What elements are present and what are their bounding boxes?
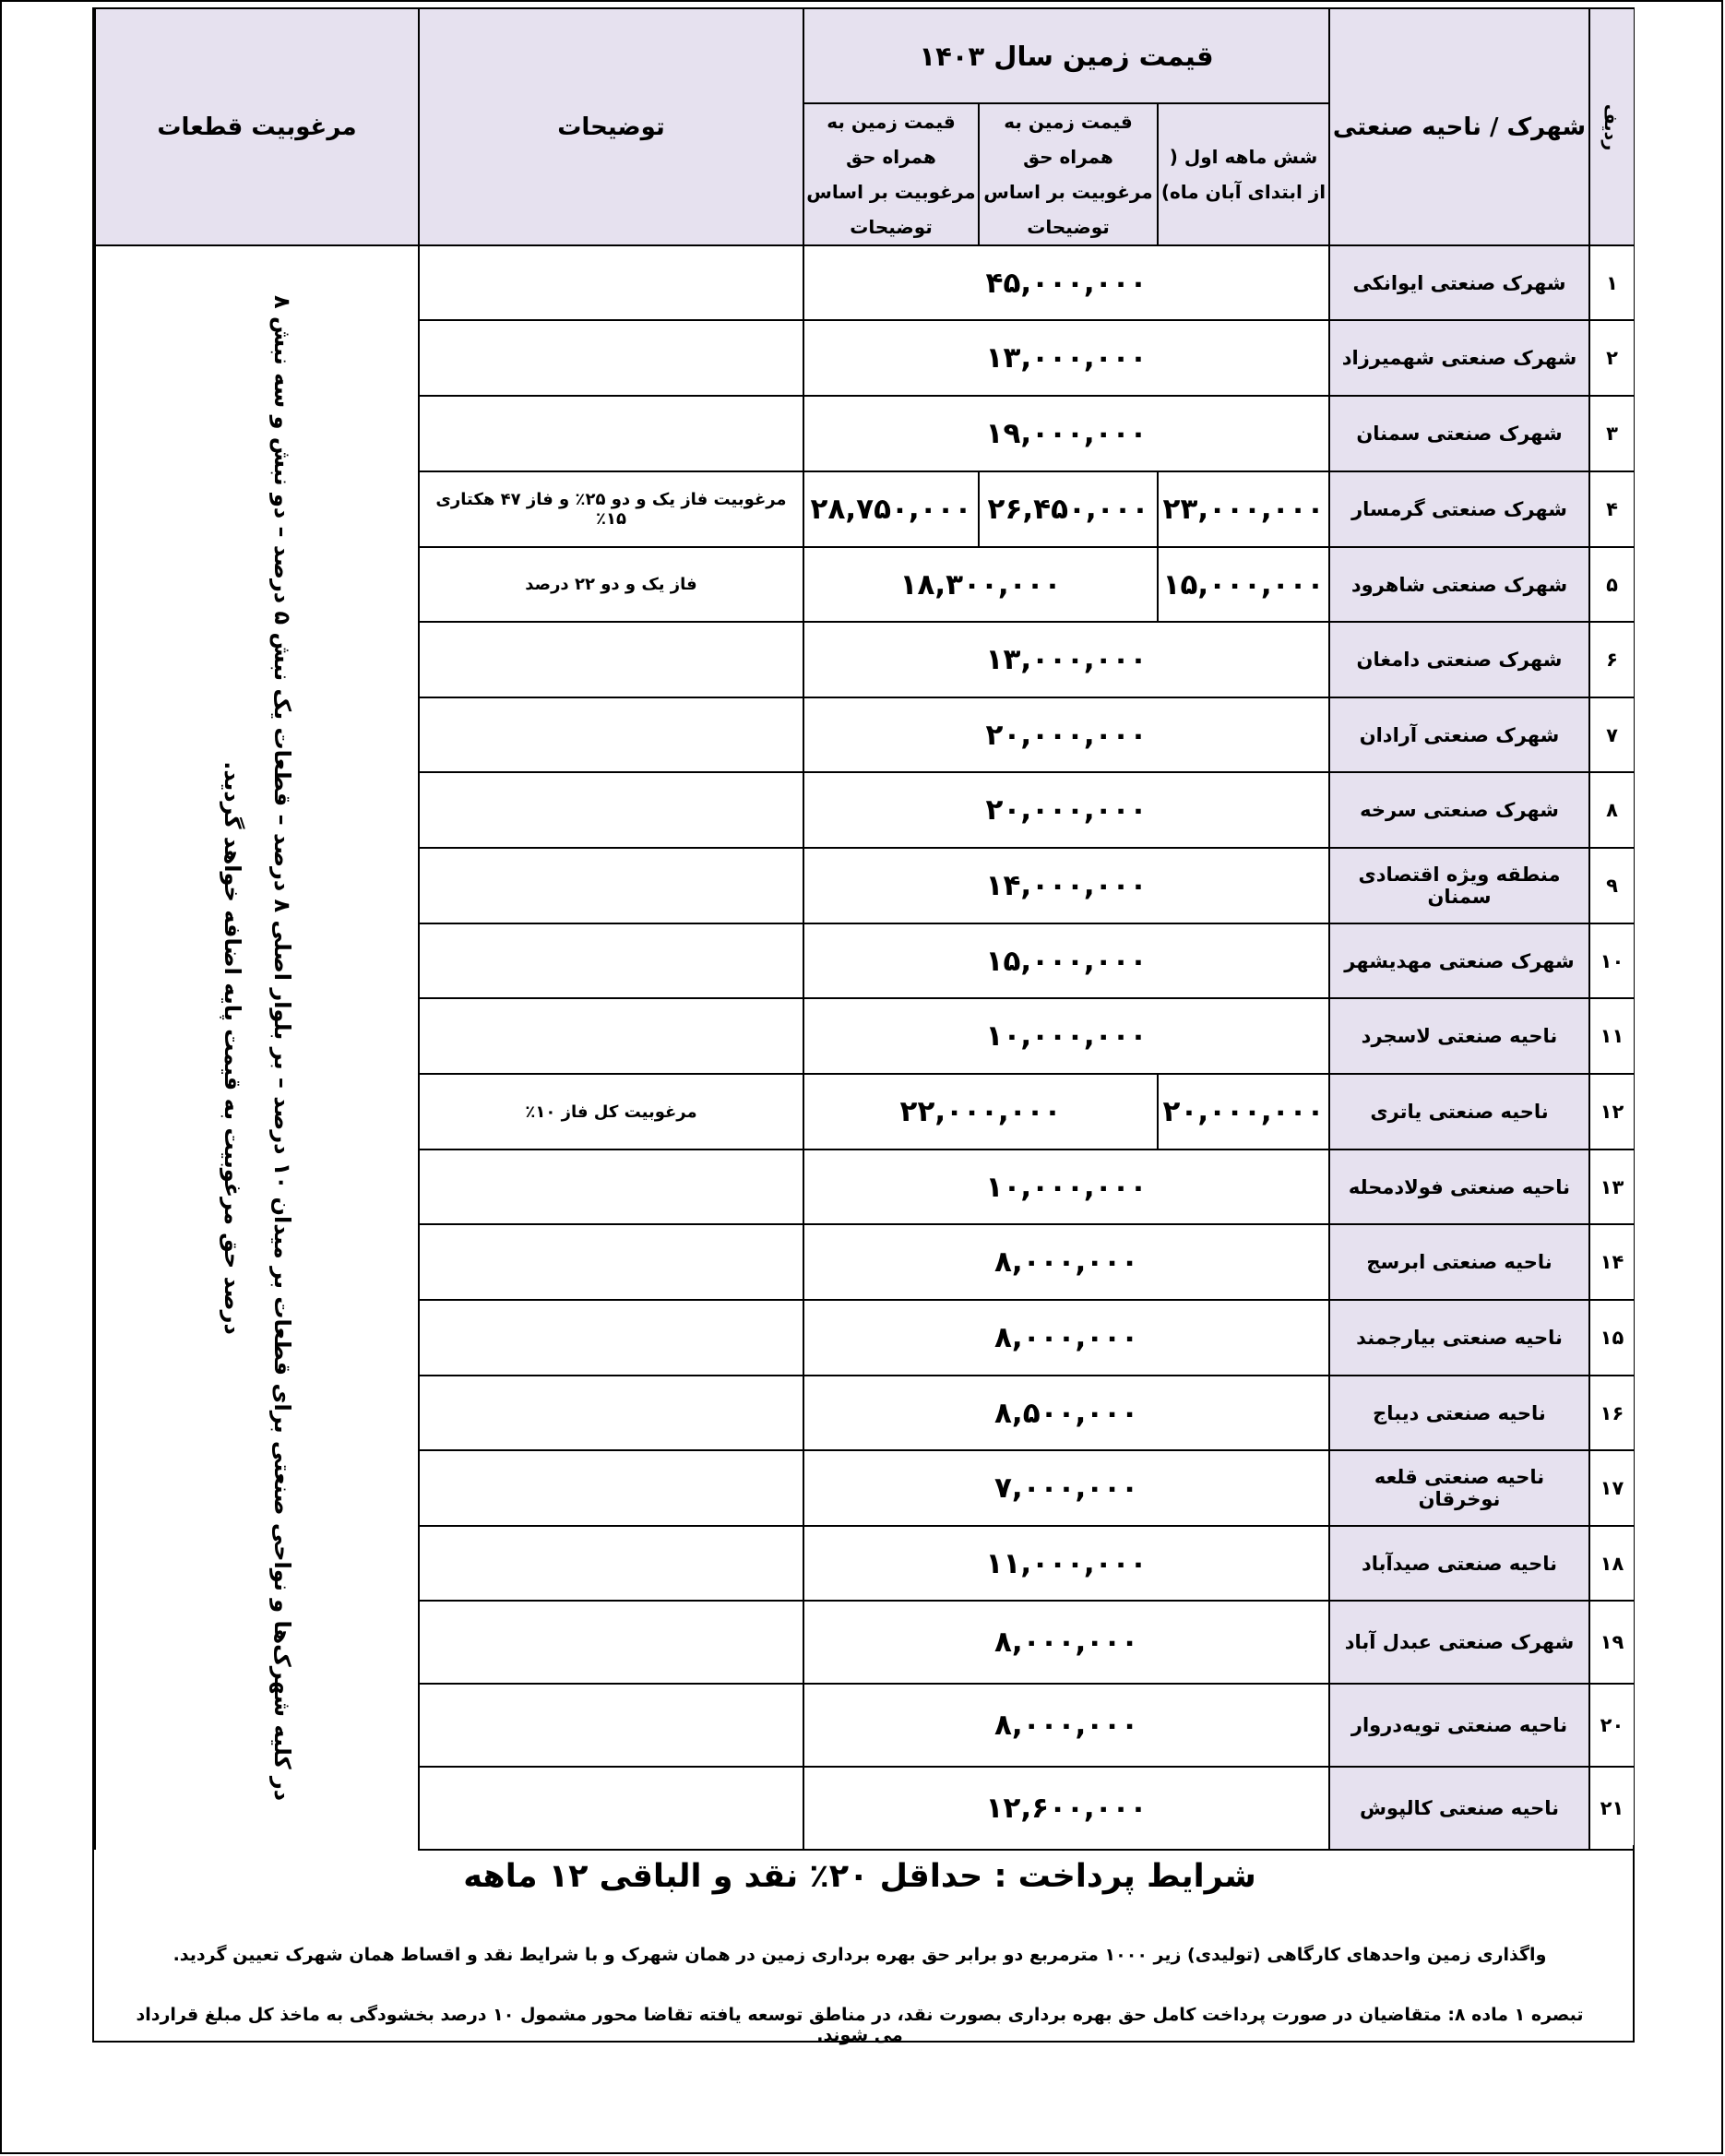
land-price: ۴۵,۰۰۰,۰۰۰: [803, 245, 1329, 320]
land-price: ۱۳,۰۰۰,۰۰۰: [803, 622, 1329, 697]
row-number: ۱۰: [1589, 923, 1634, 998]
land-price-with-premium: ۲۲,۰۰۰,۰۰۰: [803, 1074, 1158, 1149]
header-site: شهرک / ناحیه صنعتی: [1329, 9, 1589, 245]
land-price: ۱۰,۰۰۰,۰۰۰: [803, 998, 1329, 1074]
row-number: ۵: [1589, 547, 1634, 622]
row-number: ۱۸: [1589, 1526, 1634, 1601]
row-number: ۱۶: [1589, 1376, 1634, 1450]
row-number: ۷: [1589, 697, 1634, 772]
site-name: شهرک صنعتی سرخه: [1329, 772, 1589, 848]
row-description: [419, 697, 803, 772]
land-price-first-half: ۱۵,۰۰۰,۰۰۰: [1158, 547, 1329, 622]
land-price: ۱۵,۰۰۰,۰۰۰: [803, 923, 1329, 998]
price-document: [92, 7, 1635, 2043]
row-description: [419, 772, 803, 848]
site-name: شهرک صنعتی ایوانکی: [1329, 245, 1589, 320]
site-name: شهرک صنعتی گرمسار: [1329, 471, 1589, 547]
right-divider: [1633, 1845, 1635, 1934]
land-price: ۸,۰۰۰,۰۰۰: [803, 1601, 1329, 1684]
row-description: [419, 1601, 803, 1684]
land-price: ۸,۰۰۰,۰۰۰: [803, 1224, 1329, 1300]
row-number: ۴: [1589, 471, 1634, 547]
row-description: [419, 923, 803, 998]
row-number: ۱۱: [1589, 998, 1634, 1074]
row-description: [419, 1376, 803, 1450]
row-number: ۱۵: [1589, 1300, 1634, 1376]
land-price-first-half: ۲۳,۰۰۰,۰۰۰: [1158, 471, 1329, 547]
row-description: [419, 1526, 803, 1601]
row-number: ۸: [1589, 772, 1634, 848]
header-description: توضیحات: [419, 9, 803, 245]
land-price: ۱۹,۰۰۰,۰۰۰: [803, 396, 1329, 471]
row-description: [419, 1450, 803, 1526]
row-description: [419, 848, 803, 923]
site-name: ناحیه صنعتی ابرسج: [1329, 1224, 1589, 1300]
row-number: ۱۹: [1589, 1601, 1634, 1684]
note-article-8: تبصره ۱ ماده ۸: متقاضیان در صورت پرداخت کامل حق بهره برداری بصورت نقد، در مناطق توسعه یافته تقاضا محور مشمول ۱۰ درصد بخشودگی به ماخذ کل مبلغ قرارداد می شوند.: [136, 2005, 1584, 2045]
site-name: ناحیه صنعتی فولادمحله: [1329, 1149, 1589, 1224]
row-number: ۲۰: [1589, 1684, 1634, 1767]
row-number: ۲۱: [1589, 1767, 1634, 1850]
header-row-1: [95, 9, 1634, 103]
row-description: [419, 396, 803, 471]
row-description: [419, 1767, 803, 1850]
land-price-with-premium-a: ۲۶,۴۵۰,۰۰۰: [979, 471, 1158, 547]
header-with-premium-a: قیمت زمین به همراه حق مرغوبیت بر اساس توضیحات: [979, 103, 1158, 245]
premium-cell: [95, 245, 419, 1850]
land-price: ۱۲,۶۰۰,۰۰۰: [803, 1767, 1329, 1850]
land-price-first-half: ۲۰,۰۰۰,۰۰۰: [1158, 1074, 1329, 1149]
site-name: ناحیه صنعتی بیارجمند: [1329, 1300, 1589, 1376]
row-description: فاز یک و دو ۲۲ درصد: [419, 547, 803, 622]
row-description: [419, 1224, 803, 1300]
row-description: مرغوبیت کل فاز ۱۰٪: [419, 1074, 803, 1149]
site-name: ناحیه صنعتی کالپوش: [1329, 1767, 1589, 1850]
header-premium: مرغوبیت قطعات: [95, 9, 419, 245]
site-name: شهرک صنعتی عبدل آباد: [1329, 1601, 1589, 1684]
site-name: ناحیه صنعتی تویه‌دروار: [1329, 1684, 1589, 1767]
site-name: ناحیه صنعتی یاتری: [1329, 1074, 1589, 1149]
row-number: ۳: [1589, 396, 1634, 471]
row-number: ۱۲: [1589, 1074, 1634, 1149]
site-name: شهرک صنعتی شهمیرزاد: [1329, 320, 1589, 396]
land-price: ۲۰,۰۰۰,۰۰۰: [803, 772, 1329, 848]
land-price-with-premium: ۱۸,۳۰۰,۰۰۰: [803, 547, 1158, 622]
land-price: ۱۱,۰۰۰,۰۰۰: [803, 1526, 1329, 1601]
site-name: شهرک صنعتی شاهرود: [1329, 547, 1589, 622]
land-price: ۸,۰۰۰,۰۰۰: [803, 1300, 1329, 1376]
land-price: ۸,۵۰۰,۰۰۰: [803, 1376, 1329, 1450]
row-description: [419, 1684, 803, 1767]
site-name: ناحیه صنعتی صیدآباد: [1329, 1526, 1589, 1601]
row-number: ۶: [1589, 622, 1634, 697]
header-with-premium-b: قیمت زمین به همراه حق مرغوبیت بر اساس توضیحات: [803, 103, 979, 245]
row-number: ۱: [1589, 245, 1634, 320]
header-row-no: ردیف: [1589, 9, 1634, 245]
land-price-table: [94, 9, 1634, 1851]
row-description: [419, 622, 803, 697]
row-description: [419, 320, 803, 396]
site-name: شهرک صنعتی دامغان: [1329, 622, 1589, 697]
row-number: ۱۷: [1589, 1450, 1634, 1526]
row-description: [419, 998, 803, 1074]
site-name: منطقه ویژه اقتصادی سمنان: [1329, 848, 1589, 923]
land-price: ۱۰,۰۰۰,۰۰۰: [803, 1149, 1329, 1224]
note-workshop-units: واگذاری زمین واحدهای کارگاهی (تولیدی) زیر ۱۰۰۰ مترمربع دو برابر حق بهره برداری زمین در همان شهرک و با شرایط نقد و اقساط همان شهرک تعیین گردید.: [172, 1945, 1547, 1965]
row-number: ۱۳: [1589, 1149, 1634, 1224]
row-description: مرغوبیت فاز یک و دو ۲۵٪ و فاز ۴۷ هکتاری ۱۵٪: [419, 471, 803, 547]
site-name: شهرک صنعتی آرادان: [1329, 697, 1589, 772]
header-price-group: قیمت زمین سال ۱۴۰۳: [803, 9, 1329, 103]
payment-terms: شرایط پرداخت : حداقل ۲۰٪ نقد و الباقی ۱۲ ماهه: [463, 1858, 1256, 1895]
header-first-half: شش ماهه اول ( از ابتدای آبان ماه): [1158, 103, 1329, 245]
land-price: ۲۰,۰۰۰,۰۰۰: [803, 697, 1329, 772]
site-name: شهرک صنعتی مهدیشهر: [1329, 923, 1589, 998]
row-number: ۱۴: [1589, 1224, 1634, 1300]
land-price: ۷,۰۰۰,۰۰۰: [803, 1450, 1329, 1526]
row-description: [419, 245, 803, 320]
land-price: ۱۳,۰۰۰,۰۰۰: [803, 320, 1329, 396]
site-name: ناحیه صنعتی قلعه نوخرقان: [1329, 1450, 1589, 1526]
row-number: ۲: [1589, 320, 1634, 396]
land-price-with-premium-b: ۲۸,۷۵۰,۰۰۰: [803, 471, 979, 547]
site-name: ناحیه صنعتی لاسجرد: [1329, 998, 1589, 1074]
row-number: ۹: [1589, 848, 1634, 923]
row-description: [419, 1149, 803, 1224]
site-name: ناحیه صنعتی دیباج: [1329, 1376, 1589, 1450]
land-price: ۸,۰۰۰,۰۰۰: [803, 1684, 1329, 1767]
premium-text: در کلیه شهرک‌ها و نواحی صنعتی برای قطعات بر میدان ۱۰ درصد – بر بلوار اصلی ۸ درصد – قطعات یک نبش ۵ درصد – دو نبش و سه نبش ۸ درصد حق مرغوبیت به قیمت پایه اضافه خواهد گردید.: [219, 294, 295, 1802]
table-row: [95, 245, 1634, 320]
site-name: شهرک صنعتی سمنان: [1329, 396, 1589, 471]
land-price: ۱۴,۰۰۰,۰۰۰: [803, 848, 1329, 923]
row-description: [419, 1300, 803, 1376]
